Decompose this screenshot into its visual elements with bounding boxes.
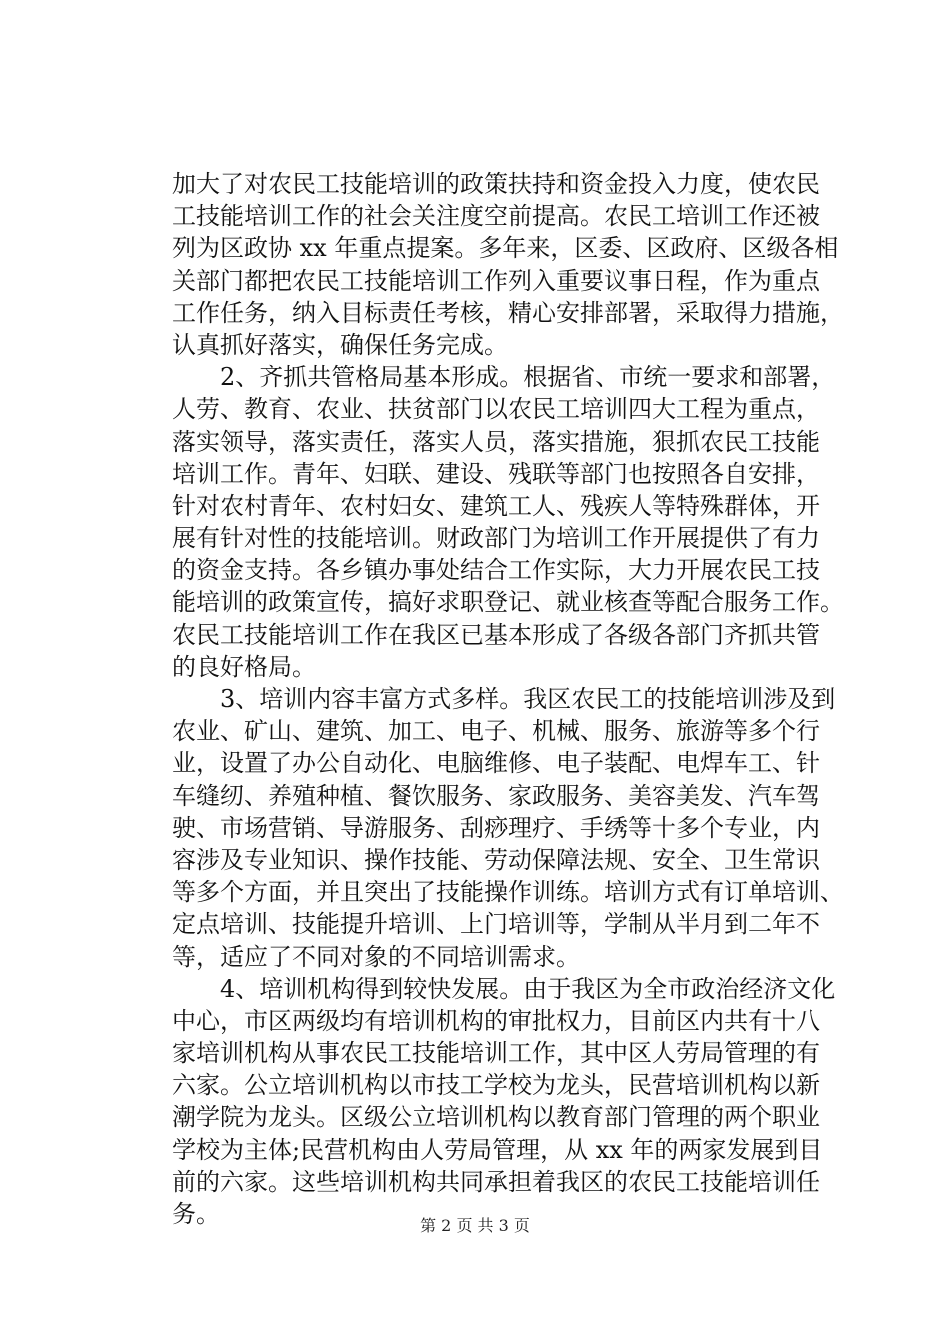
text-line: 学校为主体;民营机构由人劳局管理，从 xx 年的两家发展到目 [172,1135,823,1164]
text-line: 工技能培训工作的社会关注度空前提高。农民工培训工作还被 [172,202,820,231]
text-line: 展有针对性的技能培训。财政部门为培训工作开展提供了有力 [172,524,820,553]
text-line: 加大了对农民工技能培训的政策扶持和资金投入力度，使农民 [172,170,820,198]
text-line: 农民工技能培训工作在我区已基本形成了各级各部门齐抓共管 [172,620,820,649]
text-line: 2、齐抓共管格局基本形成。根据省、市统一要求和部署， [172,363,836,392]
text-line: 能培训的政策宣传，搞好求职登记、就业核查等配合服务工作。 [172,588,844,617]
text-line: 等，适应了不同对象的不同培训需求。 [172,942,580,971]
text-line: 列为区政协 xx 年重点提案。多年来，区委、区政府、区级各相 [172,234,839,263]
text-line: 的资金支持。各乡镇办事处结合工作实际，大力开展农民工技 [172,556,820,585]
text-line: 的良好格局。 [172,652,316,681]
text-line: 认真抓好落实，确保任务完成。 [172,330,508,359]
text-line: 前的六家。这些培训机构共同承担着我区的农民工技能培训任 [172,1167,820,1196]
text-line: 关部门都把农民工技能培训工作列入重要议事日程，作为重点 [172,266,820,295]
text-line: 容涉及专业知识、操作技能、劳动保障法规、安全、卫生常识 [172,845,820,874]
text-line: 车缝纫、养殖种植、餐饮服务、家政服务、美容美发、汽车驾 [172,781,820,810]
text-line: 务。 [172,1200,220,1228]
text-line: 六家。公立培训机构以市技工学校为龙头，民营培训机构以新 [172,1071,820,1100]
body-text [172,168,844,1230]
text-line: 人劳、教育、农业、扶贫部门以农民工培训四大工程为重点， [172,395,820,424]
text-line: 农业、矿山、建筑、加工、电子、机械、服务、旅游等多个行 [172,717,820,746]
page-footer: 第 2 页 共 3 页 [420,1216,530,1235]
text-line: 3、培训内容丰富方式多样。我区农民工的技能培训涉及到 [172,685,836,713]
text-line: 中心，市区两级均有培训机构的审批权力，目前区内共有十八 [172,1006,820,1035]
text-line: 潮学院为龙头。区级公立培训机构以教育部门管理的两个职业 [172,1103,820,1132]
text-line: 等多个方面，并且突出了技能操作训练。培训方式有订单培训、 [172,878,844,907]
text-line: 驶、市场营销、导游服务、刮痧理疗、手绣等十多个专业，内 [172,813,820,842]
text-line: 落实领导，落实责任，落实人员，落实措施，狠抓农民工技能 [172,427,820,456]
text-line: 定点培训、技能提升培训、上门培训等，学制从半月到二年不 [172,910,820,939]
text-line: 业，设置了办公自动化、电脑维修、电子装配、电焊车工、针 [172,749,820,778]
text-line: 家培训机构从事农民工技能培训工作，其中区人劳局管理的有 [172,1039,820,1068]
text-line: 培训工作。青年、妇联、建设、残联等部门也按照各自安排， [172,459,820,488]
text-line: 针对农村青年、农村妇女、建筑工人、残疾人等特殊群体，开 [172,491,820,520]
text-line: 工作任务，纳入目标责任考核，精心安排部署，采取得力措施， [172,298,844,327]
text-line: 4、培训机构得到较快发展。由于我区为全市政治经济文化 [172,974,836,1003]
